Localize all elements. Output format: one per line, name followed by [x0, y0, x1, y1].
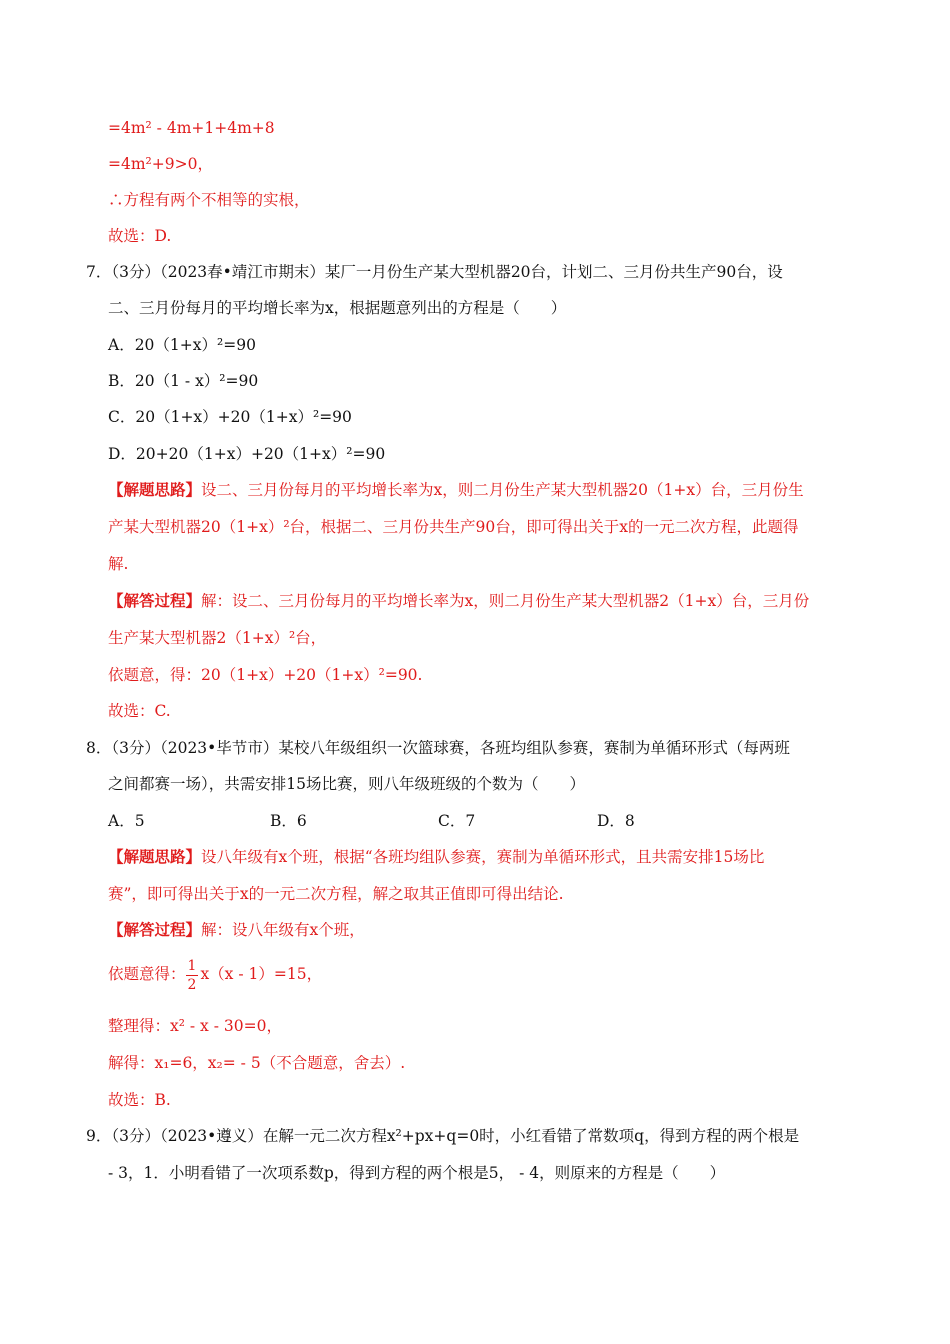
fraction-denominator: 2 — [187, 976, 197, 993]
equation-suffix: x（x - 1）=15， — [200, 965, 323, 983]
answer-line: 故选：C. — [108, 702, 171, 720]
solution-idea-cont: 解. — [108, 555, 129, 573]
option-c: C．7 — [438, 812, 476, 830]
equation-prefix: 依题意得： — [108, 965, 186, 983]
option-b: B．6 — [270, 812, 307, 830]
solution-line: =4m² - 4m+1+4m+8 — [108, 119, 275, 137]
equation-line — [108, 955, 868, 994]
idea-text: 设二、三月份每月的平均增长率为x，则二月份生产某大型机器20（1+x）台，三月份生 — [201, 481, 804, 499]
fraction-one-half — [186, 957, 199, 994]
question-8-stem: 8．（3分）（2023•毕节市）某校八年级组织一次篮球赛，各班均组队参赛，赛制为单循环形式（每两班 — [86, 739, 790, 757]
option-c: C．20（1+x）+20（1+x）²=90 — [108, 408, 352, 426]
idea-text: 设八年级有x个班，根据“各班均组队参赛，赛制为单循环形式，且共需安排15场比 — [201, 848, 765, 866]
solution-idea — [108, 845, 868, 869]
idea-tag: 【解题思路】 — [108, 847, 202, 866]
solution-process-cont: 整理得：x² - x - 30=0， — [108, 1017, 282, 1035]
solution-process-cont: 生产某大型机器2（1+x）²台， — [108, 629, 327, 647]
process-tag: 【解答过程】 — [108, 920, 202, 939]
option-a: A．20（1+x）²=90 — [108, 336, 256, 354]
question-9-stem: 9．（3分）（2023•遵义）在解一元二次方程x²+px+q=0时，小红看错了常数项q，得到方程的两个根是 — [86, 1127, 800, 1145]
options-row — [108, 809, 868, 833]
question-8-stem-cont: 之间都赛一场），共需安排15场比赛，则八年级班级的个数为（ ） — [108, 775, 585, 793]
solution-line: =4m²+9>0， — [108, 155, 213, 173]
idea-tag: 【解题思路】 — [108, 480, 202, 499]
solution-idea-cont: 产某大型机器20（1+x）²台，根据二、三月份共生产90台，即可得出关于x的一元二次方程，此题得 — [108, 518, 799, 536]
option-b: B．20（1 - x）²=90 — [108, 372, 259, 390]
fraction-numerator: 1 — [187, 957, 197, 974]
answer-line: 故选：B. — [108, 1091, 171, 1109]
process-text: 解：设八年级有x个班， — [201, 921, 365, 939]
option-d: D．20+20（1+x）+20（1+x）²=90 — [108, 445, 386, 463]
answer-line: 故选：D. — [108, 227, 172, 245]
solution-idea-cont: 赛”，即可得出关于x的一元二次方程，解之取其正值即可得出结论. — [108, 885, 564, 903]
question-7-stem-cont: 二、三月份每月的平均增长率为x，根据题意列出的方程是（ ） — [108, 299, 567, 317]
question-9-stem-cont: - 3，1．小明看错了一次项系数p，得到方程的两个根是5， - 4，则原来的方程是（ ） — [108, 1164, 726, 1182]
option-a: A．5 — [108, 812, 145, 830]
process-text: 解：设二、三月份每月的平均增长率为x，则二月份生产某大型机器2（1+x）台，三月份 — [201, 592, 810, 610]
solution-idea — [108, 478, 868, 502]
question-7-stem: 7．（3分）（2023春•靖江市期末）某厂一月份生产某大型机器20台，计划二、三月份共生产90台，设 — [86, 263, 783, 281]
solution-process-cont: 解得：x₁=6，x₂= - 5（不合题意，舍去）. — [108, 1054, 406, 1072]
solution-process — [108, 918, 868, 942]
solution-process — [108, 589, 868, 613]
option-d: D．8 — [597, 812, 635, 830]
process-tag: 【解答过程】 — [108, 591, 202, 610]
solution-process-cont: 依题意，得：20（1+x）+20（1+x）²=90. — [108, 666, 423, 684]
solution-line: ∴方程有两个不相等的实根， — [108, 191, 310, 209]
